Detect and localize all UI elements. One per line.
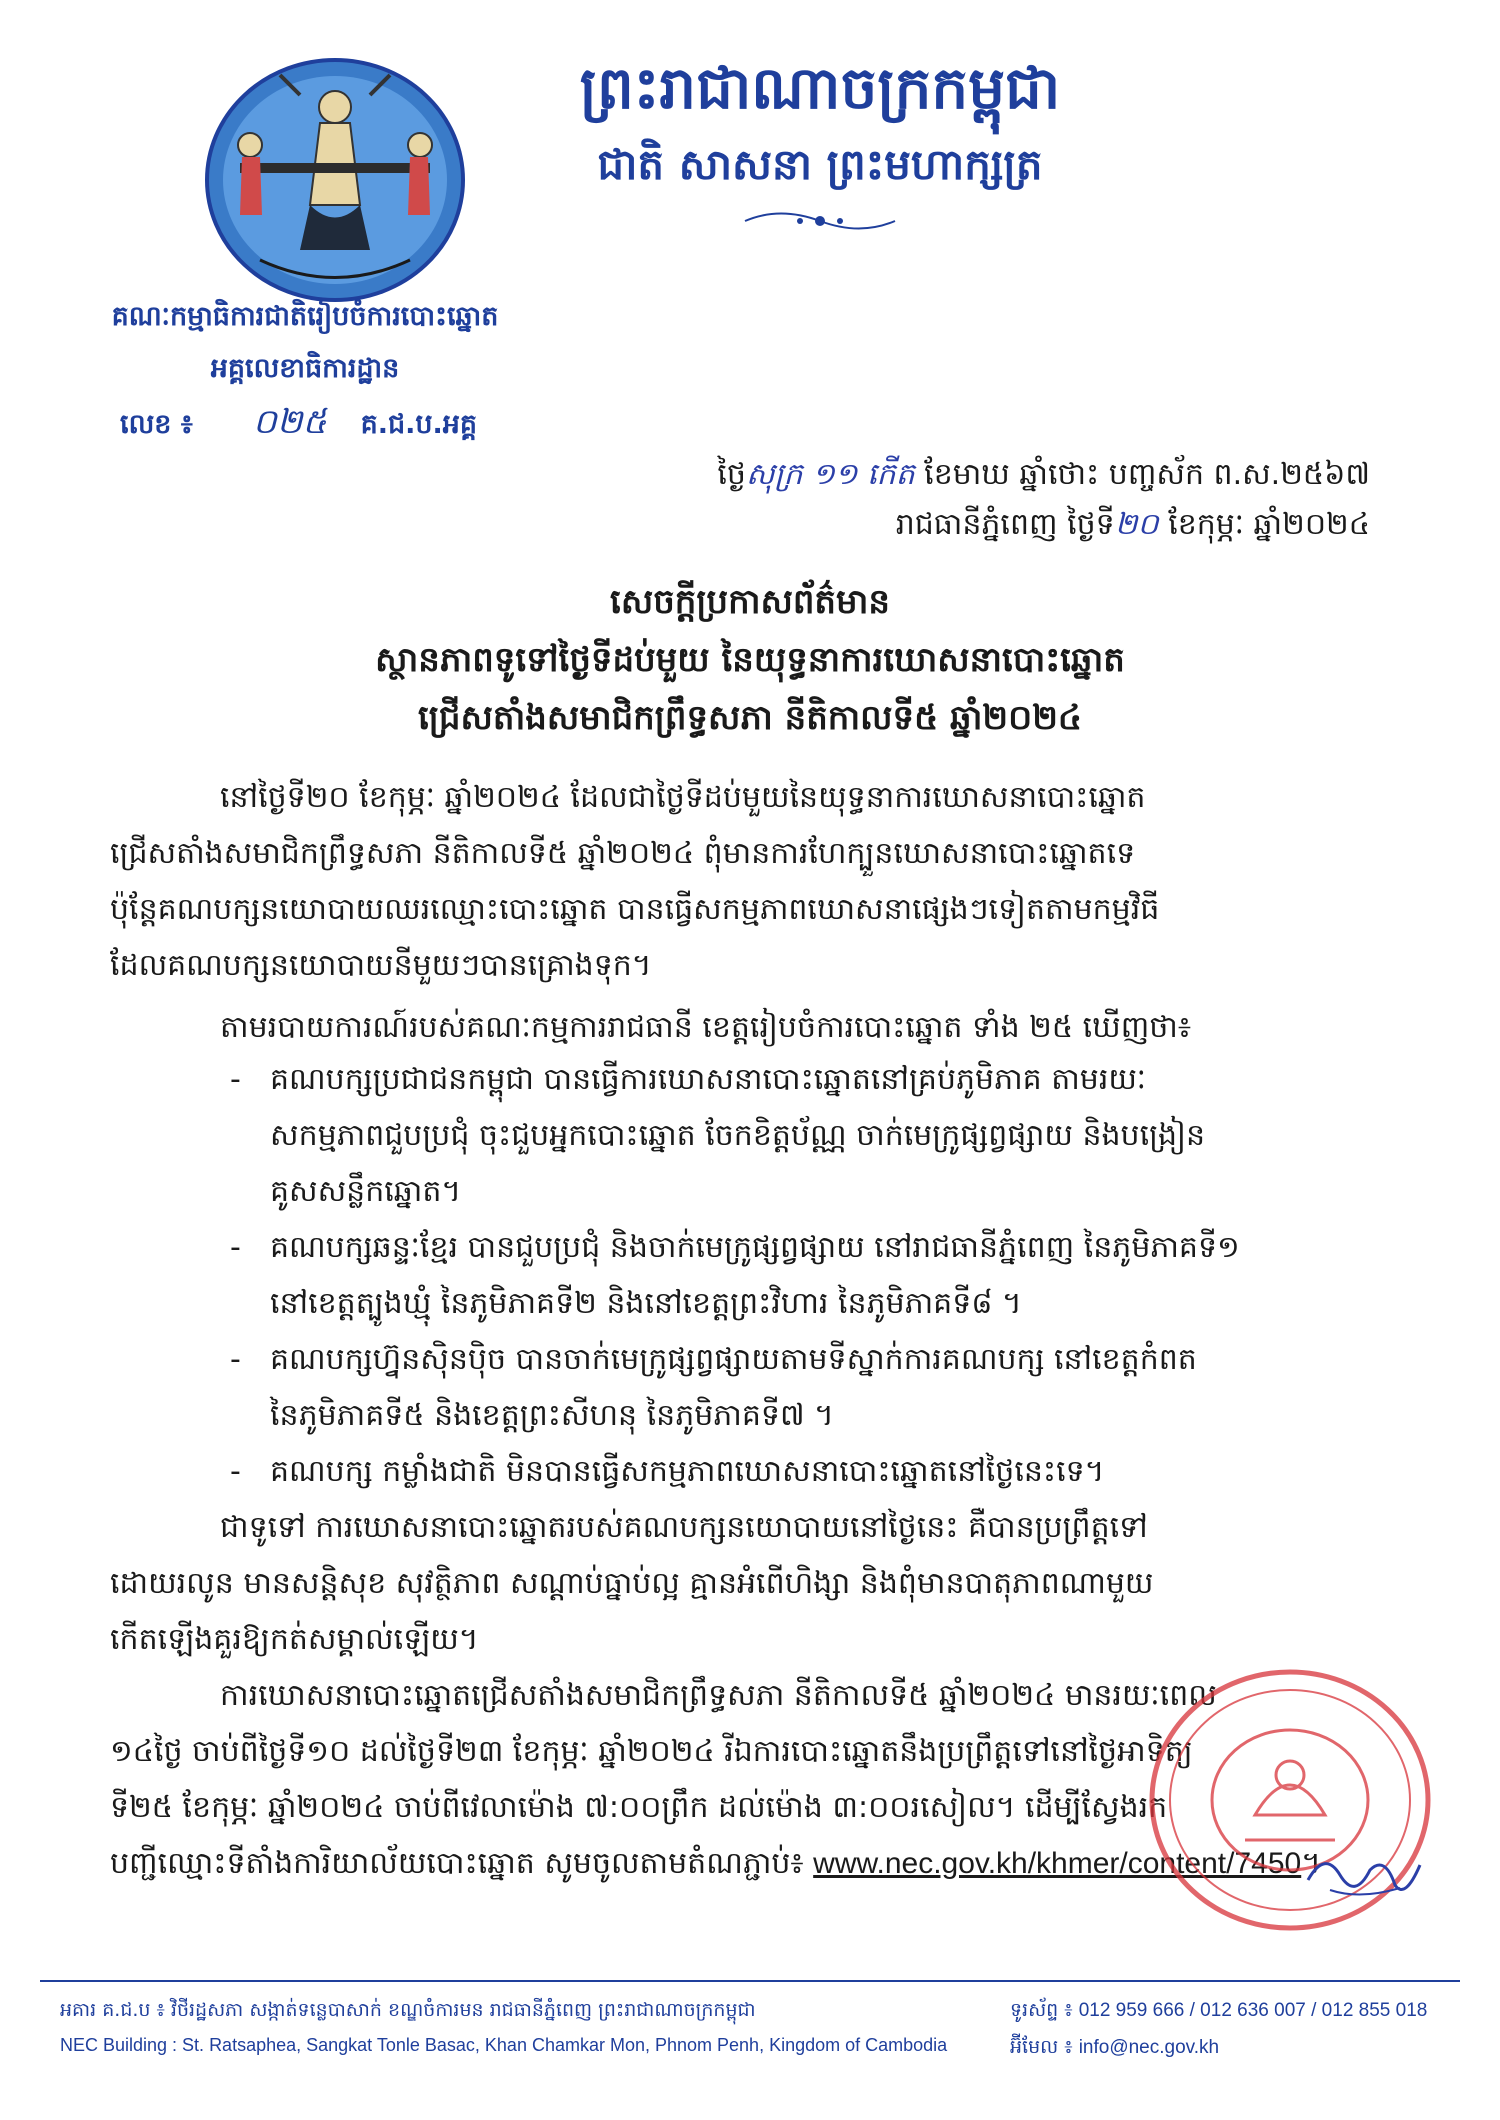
paragraph-line: ការឃោសនាបោះឆ្នោតជ្រើសតាំងសមាជិកព្រឹទ្ធសភា នីតិកាលទី៥ ឆ្នាំ២០២៤ មានរយៈពេល — [220, 1678, 1217, 1713]
list-item — [110, 1444, 1390, 1500]
email-label: អ៊ីមែល ៖ — [1010, 2036, 1073, 2058]
reference-number: ០២៥ — [252, 402, 327, 442]
paragraph-line: តាមរបាយការណ៍របស់គណៈកម្មការរាជធានី ខេត្តរៀបចំការបោះឆ្នោត ទាំង ២៥ ឃើញថា៖ — [220, 1010, 1192, 1045]
polling-station-link[interactable]: www.nec.gov.kh/khmer/content/7450 — [813, 1847, 1302, 1880]
document-title: សេចក្តីប្រកាសព័ត៌មាន — [610, 582, 890, 622]
list-item-line: គណបក្ស កម្លាំងជាតិ មិនបានធ្វើសកម្មភាពឃោសនាបោះឆ្នោតនៅថ្ងៃនេះទេ។ — [270, 1454, 1105, 1489]
list-item-line: គណបក្សឆន្ទៈខ្មែរ បានជួបប្រជុំ និងចាក់មេក្រូផ្សព្វផ្សាយ នៅរាជធានីភ្នំពេញ នៃភូមិភាគទី១ — [270, 1230, 1240, 1265]
paragraph-3 — [110, 1500, 1390, 1668]
divider-ornament-icon — [740, 206, 900, 236]
list-item-line: សកម្មភាពជួបប្រជុំ ចុះជួបអ្នកបោះឆ្នោត ចែកខិត្តប័ណ្ណ ចាក់មេក្រូផ្សព្វផ្សាយ និងបង្រៀន — [270, 1118, 1206, 1153]
footer-email — [1010, 2035, 1219, 2063]
list-item-line: នៃភូមិភាគទី៥ និងខេត្តព្រះសីហនុ នៃភូមិភាគទី៧ ។ — [270, 1398, 834, 1433]
phone-label: ទូរស័ព្ទ ៖ — [1010, 1999, 1073, 2021]
footer-address-english: NEC Building : St. Ratsaphea, Sangkat Tonle Basac, Khan Chamkar Mon, Phnom Penh, Kingdom of Cambodia — [60, 2035, 948, 2055]
document-subtitle-2: ជ្រើសតាំងសមាជិកព្រឹទ្ធសភា នីតិកាលទី៥ ឆ្នាំ២០២៤ — [418, 698, 1082, 738]
lunar-date — [590, 455, 1370, 499]
kingdom-title: ព្រះរាជាណាចក្រកម្ពុជា — [579, 54, 1061, 122]
footer-address-khmer: អគារ គ.ជ.ប ៖ វិថីរដ្ឋសភា សង្កាត់ទន្លេបាសាក់ ខណ្ឌចំការមន រាជធានីភ្នំពេញ ព្រះរាជាណាចក្រកម្ពុជា — [60, 1999, 756, 2021]
list-item-line: គូសសន្លឹកឆ្នោត។ — [270, 1174, 462, 1209]
paragraph-line: កើតឡើងគួរឱ្យកត់សម្គាល់ឡើយ។ — [110, 1622, 479, 1657]
bullet-dash: - — [230, 1230, 241, 1265]
footer-divider — [40, 1980, 1460, 1982]
reference-suffix: គ.ជ.ប.អគ្គ — [360, 409, 478, 440]
paragraph-2 — [110, 1000, 1390, 1056]
reference-label: លេខ ៖ — [120, 409, 193, 440]
list-item-line: គណបក្សប្រជាជនកម្ពុជា បានធ្វើការឃោសនាបោះឆ្នោតនៅគ្រប់ភូមិភាគ តាមរយៈ — [270, 1062, 1147, 1097]
national-motto: ជាតិ សាសនា ព្រះមហាក្សត្រ — [597, 140, 1043, 189]
solar-date-suffix: ខែកុម្ភៈ ឆ្នាំ២០២៤ — [1168, 507, 1370, 542]
list-item — [110, 1052, 1390, 1220]
paragraph-1 — [110, 770, 1390, 994]
bullet-dash: - — [230, 1342, 241, 1377]
footer-phone — [1010, 1998, 1427, 2026]
lunar-date-suffix: ខែមាឃ ឆ្នាំថោះ បញ្ចស័ក ព.ស.២៥៦៧ — [924, 457, 1370, 492]
secretariat-name: អគ្គលេខាធិការដ្ឋាន — [210, 353, 400, 384]
list-item — [110, 1332, 1390, 1444]
lunar-date-handwritten: សុក្រ ១១ កើត — [745, 457, 915, 492]
paragraph-line: ជ្រើសតាំងសមាជិកព្រឹទ្ធសភា នីតិកាលទី៥ ឆ្នាំ២០២៤ ពុំមានការហែក្បួនឃោសនាបោះឆ្នោតទេ — [110, 836, 1136, 871]
lunar-date-prefix: ថ្ងៃ — [717, 457, 746, 492]
paragraph-line: ទី២៥ ខែកុម្ភៈ ឆ្នាំ២០២៤ ចាប់ពីវេលាម៉ោង ៧:០០ព្រឹក ដល់ម៉ោង ៣:០០រសៀល។ ដើម្បីស្វែងរក — [110, 1790, 1168, 1825]
bullet-dash: - — [230, 1454, 241, 1489]
signature-icon — [1300, 1840, 1430, 1910]
paragraph-line: ប៉ុន្តែគណបក្សនយោបាយឈរឈ្មោះបោះឆ្នោត បានធ្វើសកម្មភាពឃោសនាផ្សេងៗទៀតតាមកម្មវិធី — [110, 892, 1160, 927]
reference-number-row — [120, 400, 477, 450]
solar-date-prefix: រាជធានីភ្នំពេញ ថ្ងៃទី — [895, 507, 1115, 542]
paragraph-line: ដោយរលូន មានសន្តិសុខ សុវត្ថិភាព សណ្តាប់ធ្នាប់ល្អ គ្មានអំពើហិង្សា និងពុំមានបាតុភាពណាមួយ — [110, 1566, 1154, 1601]
list-item-line: គណបក្សហ្វ៊ុនស៊ិនប៉ិច បានចាក់មេក្រូផ្សព្វផ្សាយតាមទីស្នាក់ការគណបក្ស នៅខេត្តកំពត — [270, 1342, 1197, 1377]
list-item — [110, 1220, 1390, 1332]
paragraph-line: ដែលគណបក្សនយោបាយនីមួយៗបានគ្រោងទុក។ — [110, 948, 652, 983]
solar-date-handwritten: ២០ — [1114, 507, 1159, 542]
solar-date — [590, 505, 1370, 549]
paragraph-line-text: បញ្ជីឈ្មោះទីតាំងការិយាល័យបោះឆ្នោត សូមចូលតាមតំណភ្ជាប់៖ — [110, 1846, 804, 1881]
paragraph-line: នៅថ្ងៃទី២០ ខែកុម្ភៈ ឆ្នាំ២០២៤ ដែលជាថ្ងៃទីដប់មួយនៃយុទ្ធនាការឃោសនាបោះឆ្នោត — [220, 780, 1146, 815]
organization-name: គណៈកម្មាធិការជាតិរៀបចំការបោះឆ្នោត — [111, 301, 499, 332]
link-tail: ។ — [1301, 1846, 1321, 1881]
list-item-line: នៅខេត្តត្បូងឃ្មុំ នៃភូមិភាគទី២ និងនៅខេត្តព្រះវិហារ នៃភូមិភាគទី៨ ។ — [270, 1286, 1022, 1321]
paragraph-line: ១៤ថ្ងៃ ចាប់ពីថ្ងៃទី១០ ដល់ថ្ងៃទី២៣ ខែកុម្ភៈ ឆ្នាំ២០២៤ រីឯការបោះឆ្នោតនឹងប្រព្រឹត្តទៅនៅថ្ងៃអាទិត្យ — [110, 1734, 1193, 1769]
paragraph-line: ជាទូទៅ ការឃោសនាបោះឆ្នោតរបស់គណបក្សនយោបាយនៅថ្ងៃនេះ គឺបានប្រព្រឹត្តទៅ — [220, 1510, 1148, 1545]
bullet-dash: - — [230, 1062, 241, 1097]
email-address[interactable]: info@nec.gov.kh — [1078, 2037, 1220, 2058]
phone-numbers: 012 959 666 / 012 636 007 / 012 855 018 — [1078, 2000, 1428, 2021]
document-subtitle-1: ស្ថានភាពទូទៅថ្ងៃទីដប់មួយ នៃយុទ្ធនាការឃោសនាបោះឆ្នោត — [375, 640, 1125, 680]
nec-logo — [200, 55, 470, 305]
